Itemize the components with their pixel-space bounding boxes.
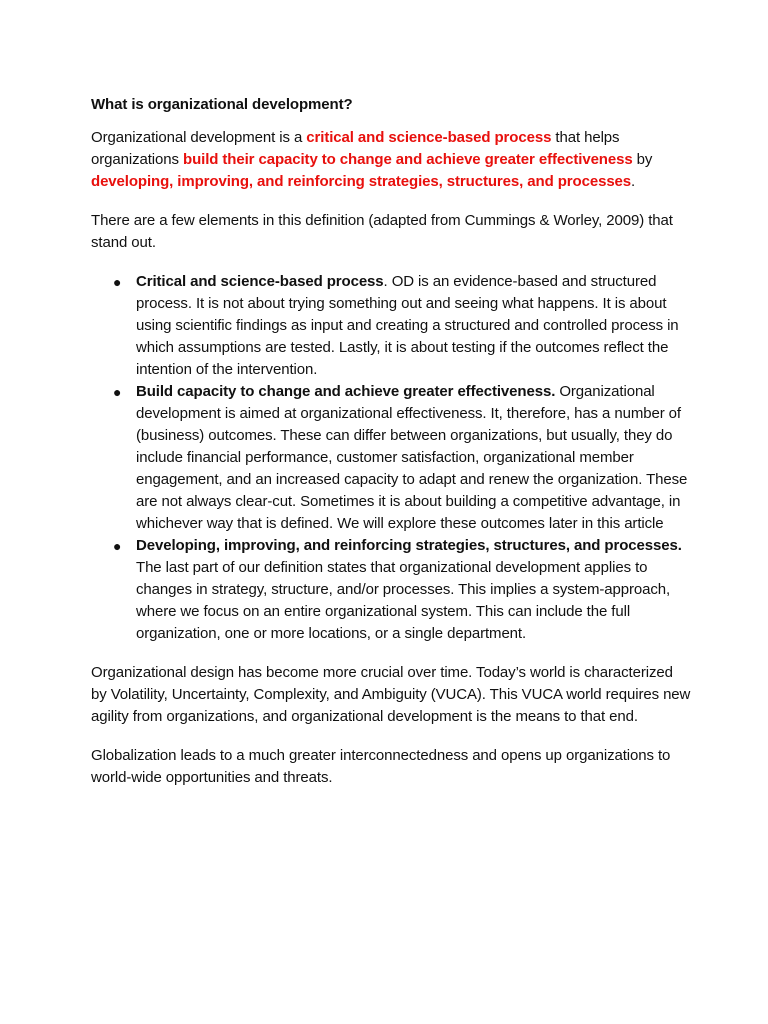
list-item-separator: . xyxy=(383,273,392,290)
list-item-title: Critical and science-based process xyxy=(136,273,384,290)
list-item-title: Developing, improving, and reinforcing strategies, structures, and processes. xyxy=(136,537,682,554)
list-item xyxy=(91,535,691,645)
elements-paragraph: There are a few elements in this definition (adapted from Cummings & Worley, 2009) that stand out. xyxy=(91,212,673,251)
bullet-icon: ● xyxy=(113,538,122,554)
list-item-text: OD is an evidence-based and structured process. It is not about trying something out and seeing what happens. It is about using scientific findings as input and creating a structured and controlled process in which assumptions are tested. Lastly, it is about testing if the outcomes reflect the intention of the intervention. xyxy=(136,273,679,378)
globalization-paragraph: Globalization leads to a much greater interconnectedness and opens up organizations to world-wide opportunities and threats. xyxy=(91,747,671,786)
definition-text-1: Organizational development is a xyxy=(91,129,307,146)
bullet-icon: ● xyxy=(113,384,122,400)
definition-highlight-2: build their capacity to change and achieve greater effectiveness xyxy=(183,151,633,168)
elements-list xyxy=(91,271,691,645)
definition-text-3: by xyxy=(632,151,653,168)
list-item-text: The last part of our definition states that organizational development applies to changes in strategy, structure, and/or processes. This implies a system-approach, where we focus on an entire organizational system. This can include the full organization, one or more locations, or a single department. xyxy=(136,559,671,642)
list-item xyxy=(91,271,691,381)
definition-highlight-3: developing, improving, and reinforcing strategies, structures, and processes xyxy=(91,173,632,190)
document-page xyxy=(91,94,691,806)
vuca-paragraph: Organizational design has become more crucial over time. Today’s world is characterized by Volatility, Uncertainty, Complexity, and Ambiguity (VUCA). This VUCA world requires new agility from organizations, and organizational development is the means to that end. xyxy=(91,664,691,725)
definition-text-2: that helps organizations xyxy=(91,129,620,168)
definition-paragraph xyxy=(91,127,691,193)
list-item-title: Build capacity to change and achieve greater effectiveness. xyxy=(136,383,556,400)
definition-highlight-1: critical and science-based process xyxy=(306,129,552,146)
bullet-icon: ● xyxy=(113,274,122,290)
page-title: What is organizational development? xyxy=(91,96,353,113)
list-item-text: Organizational development is aimed at organizational effectiveness. It, therefore, has a number of (business) outcomes. These can differ between organizations, but usually, they do include financial performance, customer satisfaction, organizational member engagement, and an increased capacity to adapt and renew the organization. These are not always clear-cut. Sometimes it is about building a competitive advantage, in whichever way that is defined. We will explore these outcomes later in this article xyxy=(136,383,688,532)
list-item xyxy=(91,381,691,535)
definition-text-4: . xyxy=(631,173,636,190)
